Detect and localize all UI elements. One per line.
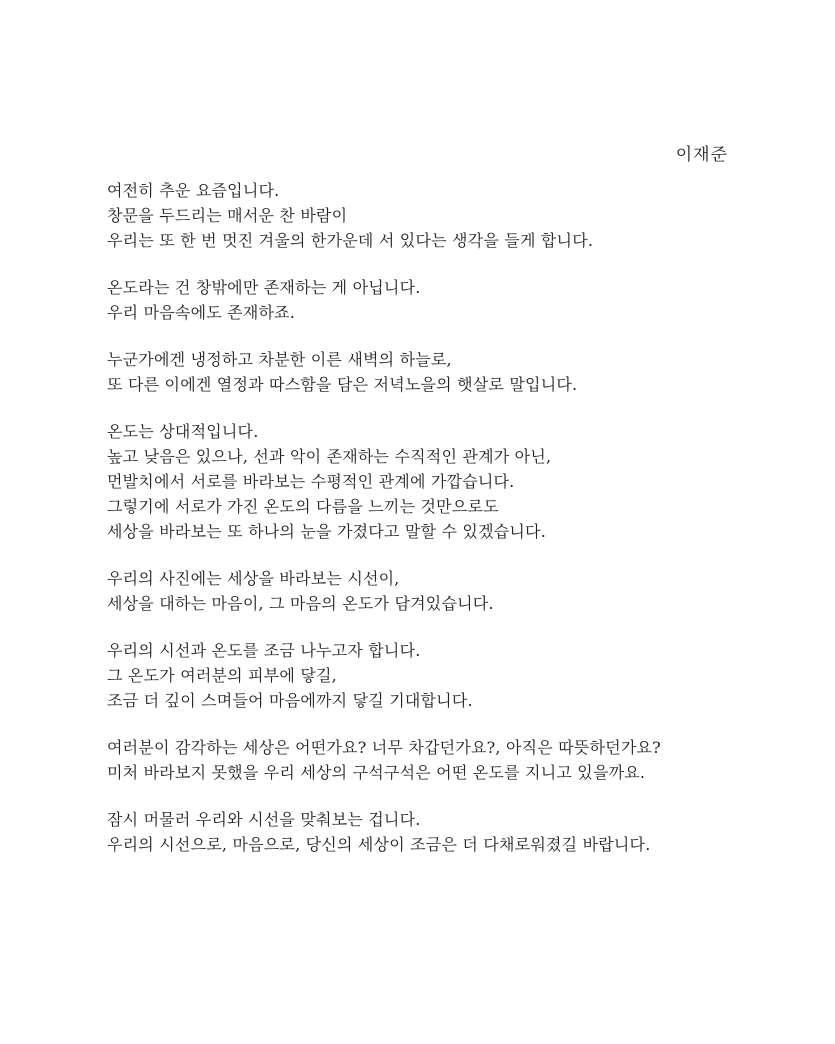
paragraph xyxy=(107,178,797,253)
text-line: 그렇기에 서로가 가진 온도의 다름을 느끼는 것만으로도 xyxy=(107,497,499,516)
text-line: 우리는 또 한 번 멋진 겨울의 한가운데 서 있다는 생각을 들게 합니다. xyxy=(107,231,594,250)
text-line: 조금 더 깊이 스며들어 마음에까지 닿길 기대합니다. xyxy=(107,691,473,710)
paragraph xyxy=(107,347,797,397)
text-line: 또 다른 이에겐 열정과 따스함을 담은 저녁노을의 햇살로 말입니다. xyxy=(107,375,578,394)
text-line: 여전히 추운 요즘입니다. xyxy=(107,181,280,200)
paragraph xyxy=(107,638,797,713)
text-line: 온도는 상대적입니다. xyxy=(107,422,259,441)
paragraph xyxy=(107,807,797,857)
text-line: 여러분이 감각하는 세상은 어떤가요? 너무 차갑던가요?, 아직은 따뜻하던가요? xyxy=(107,738,661,757)
text-line: 우리 마음속에도 존재하죠. xyxy=(107,303,296,322)
text-line: 세상을 바라보는 또 하나의 눈을 가졌다고 말할 수 있겠습니다. xyxy=(107,522,546,541)
text-line: 높고 낮음은 있으나, 선과 악이 존재하는 수직적인 관계가 아닌, xyxy=(107,447,552,466)
paragraph xyxy=(107,566,797,616)
paragraph xyxy=(107,275,797,325)
text-line: 먼발치에서 서로를 바라보는 수평적인 관계에 가깝습니다. xyxy=(107,472,515,491)
text-line: 우리의 시선으로, 마음으로, 당신의 세상이 조금은 더 다채로워졌길 바랍니다. xyxy=(107,835,651,854)
text-line: 우리의 시선과 온도를 조금 나누고자 합니다. xyxy=(107,641,421,660)
author-name: 이재준 xyxy=(675,145,728,165)
text-line: 창문을 두드리는 매서운 찬 바람이 xyxy=(107,206,348,225)
text-line: 누군가에겐 냉정하고 차분한 이른 새벽의 하늘로, xyxy=(107,350,452,369)
text-line: 우리의 사진에는 세상을 바라보는 시선이, xyxy=(107,569,400,588)
text-line: 온도라는 건 창밖에만 존재하는 게 아닙니다. xyxy=(107,278,421,297)
paragraph xyxy=(107,735,797,785)
text-line: 잠시 머물러 우리와 시선을 맞춰보는 겁니다. xyxy=(107,810,421,829)
text-line: 그 온도가 여러분의 피부에 닿길, xyxy=(107,666,337,685)
paragraph xyxy=(107,419,797,544)
text-line: 세상을 대하는 마음이, 그 마음의 온도가 담겨있습니다. xyxy=(107,594,494,613)
essay-body xyxy=(107,178,797,879)
text-line: 미처 바라보지 못했을 우리 세상의 구석구석은 어떤 온도를 지니고 있을까요. xyxy=(107,763,646,782)
